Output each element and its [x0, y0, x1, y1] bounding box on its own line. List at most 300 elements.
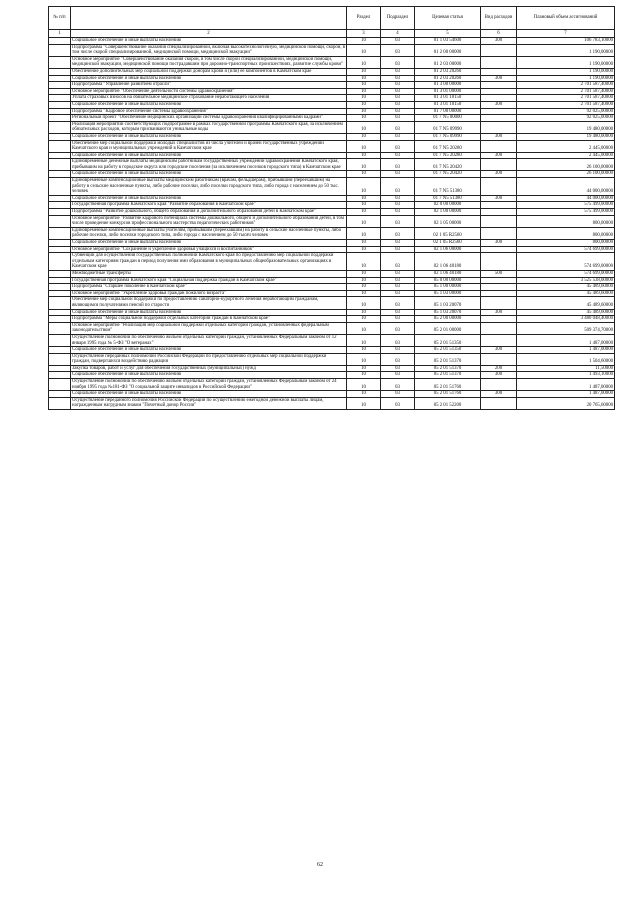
row-num [49, 68, 71, 75]
row-sum: 11,50000 [517, 365, 615, 372]
row-razdel: 10 [347, 159, 381, 171]
row-podrazdel: 03 [381, 246, 415, 253]
row-vr [481, 108, 517, 115]
row-vr [481, 379, 517, 391]
row-name: Закупка товаров, работ и услуг для обеспечения государственных (муниципальных) нужд [71, 365, 347, 372]
row-vr [481, 215, 517, 227]
row-num [49, 240, 71, 247]
row-podrazdel: 03 [381, 316, 415, 323]
row-num [49, 277, 71, 284]
row-razdel: 10 [347, 227, 381, 239]
row-csr: 01 7 00 00000 [415, 108, 481, 115]
row-name: Осуществление полномочий по обеспечению жильем отдельных категорий граждан, установленных Федеральным законом от 24 ноября 1995 года №181-ФЗ "О социальной защите инвалидов в Российской Федерации" [71, 379, 347, 391]
row-sum: 575 499,00000 [517, 202, 615, 209]
row-razdel: 10 [347, 316, 381, 323]
row-name: Социальное обеспечение и иные выплаты населению [71, 133, 347, 140]
row-sum: 1 487,00000 [517, 391, 615, 398]
table-row [49, 397, 615, 409]
row-podrazdel: 03 [381, 322, 415, 334]
table-row [49, 115, 615, 122]
row-csr: 05 2 01 51370 [415, 365, 481, 372]
row-csr: 01 7 N5 09990 [415, 133, 481, 140]
row-razdel: 10 [347, 101, 381, 108]
row-podrazdel: 03 [381, 202, 415, 209]
row-vr [481, 334, 517, 346]
row-name: Социальное обеспечение и иные выплаты населению [71, 171, 347, 178]
row-razdel: 10 [347, 38, 381, 45]
row-podrazdel: 03 [381, 108, 415, 115]
row-razdel: 10 [347, 209, 381, 216]
row-csr: 05 2 01 52200 [415, 397, 481, 409]
row-sum: 800,00000 [517, 227, 615, 239]
table-body [49, 38, 615, 410]
row-razdel: 10 [347, 397, 381, 409]
row-podrazdel: 03 [381, 88, 415, 95]
row-sum: 19 480,00000 [517, 121, 615, 133]
table-row [49, 253, 615, 271]
row-csr: 02 1 05 00000 [415, 215, 481, 227]
row-razdel: 10 [347, 253, 381, 271]
row-podrazdel: 03 [381, 334, 415, 346]
header-vr: Вид расходов [481, 7, 517, 30]
row-vr [481, 253, 517, 271]
row-vr: 300 [481, 38, 517, 45]
row-csr: 01 7 N5 20280 [415, 140, 481, 152]
row-podrazdel: 03 [381, 56, 415, 68]
row-name: Социальное обеспечение и иные выплаты населению [71, 75, 347, 82]
row-num [49, 115, 71, 122]
row-razdel: 10 [347, 334, 381, 346]
row-num [49, 140, 71, 152]
row-num [49, 347, 71, 354]
row-csr: 01 2 03 20260 [415, 68, 481, 75]
row-vr: 300 [481, 195, 517, 202]
column-number: 4 [381, 30, 415, 38]
row-name: Осуществление полномочий по обеспечению жильем отдельных категорий граждан, установленных Федеральным законом от 12 января 1995 года № 5-ФЗ "О ветеранах" [71, 334, 347, 346]
row-csr: 01 3 01 10150 [415, 95, 481, 102]
row-name: Обеспечение мер социальной поддержки молодых специалистов из числа учителей и врачей государственных учреждений Камчатского края и муниципальных учреждений в Камчатском крае [71, 140, 347, 152]
row-csr: 01 7 N5 51380 [415, 178, 481, 196]
row-vr: 300 [481, 240, 517, 247]
table-row [49, 347, 615, 354]
row-sum: 3 480 048,40000 [517, 316, 615, 323]
row-sum: 2 701 587,40000 [517, 88, 615, 95]
table-row [49, 178, 615, 196]
row-vr [481, 322, 517, 334]
table-row [49, 353, 615, 365]
row-sum: 574 699,00000 [517, 246, 615, 253]
row-sum: 20 765,60000 [517, 397, 615, 409]
row-csr: 05 2 01 51370 [415, 353, 481, 365]
header-name [71, 7, 347, 30]
row-csr: 05 1 03 20070 [415, 309, 481, 316]
row-vr [481, 316, 517, 323]
table-row [49, 152, 615, 159]
row-podrazdel: 03 [381, 372, 415, 379]
table-row [49, 215, 615, 227]
row-vr [481, 68, 517, 75]
row-csr: 05 2 00 00000 [415, 316, 481, 323]
row-name: Реализация мероприятий соответствующих подпрограмме в рамках государственной программы Камчатского края, за исключением обязательных расходов, которым присваиваются уникальные коды [71, 121, 347, 133]
row-razdel: 10 [347, 353, 381, 365]
row-razdel: 10 [347, 108, 381, 115]
row-csr: 01 7 N5 09990 [415, 121, 481, 133]
row-podrazdel: 03 [381, 277, 415, 284]
row-vr [481, 277, 517, 284]
row-vr [481, 140, 517, 152]
row-sum: 19 480,00000 [517, 133, 615, 140]
row-name: Подпрограмма "Совершенствование оказания специализированной, включая высокотехнологичную, медицинской помощи, скорой, в том числе скорой специализированной, медицинской помощи, медицинской эвакуации" [72, 44, 346, 56]
row-podrazdel: 03 [381, 38, 415, 45]
table-row [49, 290, 615, 297]
table-row [49, 379, 615, 391]
row-name: Основное мероприятие "Совершенствование оказания скорой, в том числе скорой специализированной, медицинской помощи, медицинской эвакуации, медицинской помощи пострадавшим при дорожно-транспортных происшествиях, развитие службы крови" [71, 56, 347, 68]
table-row [49, 121, 615, 133]
row-razdel: 10 [347, 215, 381, 227]
row-num [49, 95, 71, 102]
row-vr [481, 227, 517, 239]
row-csr: 01 2 03 00000 [415, 56, 481, 68]
row-num [49, 101, 71, 108]
row-podrazdel: 03 [381, 133, 415, 140]
row-name: Основное мероприятие "Укрепление здоровья граждан пожилого возраста" [71, 290, 347, 297]
row-name: Социальное обеспечение и иные выплаты населению [71, 347, 347, 354]
row-razdel: 10 [347, 95, 381, 102]
row-num [49, 88, 71, 95]
row-name: Социальное обеспечение и иные выплаты населению [71, 391, 347, 398]
row-razdel: 10 [347, 178, 381, 196]
row-num [49, 246, 71, 253]
row-sum: 509 374,70000 [517, 322, 615, 334]
row-razdel: 10 [347, 347, 381, 354]
row-name: Государственная программа Камчатского края "Социальная поддержка граждан в Камчатском крае" [71, 277, 347, 284]
row-vr [481, 353, 517, 365]
row-sum: 574 699,00000 [517, 253, 615, 271]
row-vr [481, 88, 517, 95]
header-row [49, 7, 615, 30]
row-vr [481, 290, 517, 297]
row-num [49, 178, 71, 196]
table-row [49, 101, 615, 108]
row-name: Подпрограмма "Старшее поколение в Камчатском крае" [71, 284, 347, 291]
row-sum: 800,00000 [517, 240, 615, 247]
row-sum: 44 000,00000 [517, 178, 615, 196]
row-num [49, 284, 71, 291]
row-sum: 44 000,00000 [517, 195, 615, 202]
row-razdel: 10 [347, 115, 381, 122]
column-number: 6 [481, 30, 517, 38]
row-name: Подпрограмма "Развитие дошкольного, общего образования и дополнительного образования детей в Камчатском крае" [71, 209, 347, 216]
row-sum: 574 699,00000 [517, 270, 615, 277]
row-name: Социальное обеспечение и иные выплаты населению [71, 101, 347, 108]
header-podrazdel: Подраздел [381, 7, 415, 30]
row-name: Осуществление переданного полномочия Российской Федерации по осуществлению ежегодной денежной выплаты лицам, награжденным нагрудным знаком "Почетный донор России" [71, 397, 347, 409]
row-name: Осуществление переданных полномочий Российской Федерации по предоставлению отдельных мер социальной поддержки граждан, подвергшихся воздействию радиации [71, 353, 347, 365]
row-csr: 02 1 06 00000 [415, 246, 481, 253]
row-name: Социальное обеспечение и иные выплаты населению [71, 309, 347, 316]
row-num [49, 215, 71, 227]
row-vr: 300 [481, 347, 517, 354]
row-podrazdel: 03 [381, 227, 415, 239]
table-row [49, 159, 615, 171]
row-vr [481, 82, 517, 89]
row-sum: 1 487,00000 [517, 379, 615, 391]
row-podrazdel: 03 [381, 159, 415, 171]
row-sum: 2 445,00000 [517, 152, 615, 159]
row-csr: 02 1 05 R2560 [415, 227, 481, 239]
row-podrazdel: 03 [381, 353, 415, 365]
row-sum: 45 489,60000 [517, 284, 615, 291]
row-csr: 05 1 00 00000 [415, 284, 481, 291]
column-number: 3 [347, 30, 381, 38]
row-vr [481, 56, 517, 68]
header-razdel: Раздел [347, 7, 381, 30]
row-vr [481, 397, 517, 409]
row-podrazdel: 03 [381, 101, 415, 108]
column-number: 7 [517, 30, 615, 38]
row-name: Обеспечение мер социальной поддержки по предоставлению санаторно-курортного лечения неработающим гражданам, являющимся получателями пенсий по старости [71, 297, 347, 309]
row-sum: 92 025,00000 [517, 108, 615, 115]
row-vr [481, 284, 517, 291]
row-csr: 01 7 N5 20280 [415, 152, 481, 159]
row-num [49, 133, 71, 140]
row-vr: 300 [481, 309, 517, 316]
row-vr: 300 [481, 171, 517, 178]
row-csr: 05 0 00 00000 [415, 277, 481, 284]
row-csr: 05 2 01 51760 [415, 391, 481, 398]
row-razdel: 10 [347, 56, 381, 68]
row-podrazdel: 03 [381, 347, 415, 354]
row-razdel: 10 [347, 365, 381, 372]
row-sum: 2 701 587,40000 [517, 95, 615, 102]
row-podrazdel: 03 [381, 397, 415, 409]
table-row [49, 391, 615, 398]
row-num [49, 121, 71, 133]
row-sum: 575 499,00000 [517, 209, 615, 216]
row-podrazdel: 03 [381, 121, 415, 133]
table-row [49, 297, 615, 309]
row-num [49, 270, 71, 277]
row-csr: 02 1 00 00000 [415, 209, 481, 216]
row-sum: 1 190,00000 [517, 44, 615, 56]
row-csr: 02 1 06 40180 [415, 270, 481, 277]
row-vr: 300 [481, 372, 517, 379]
row-num [49, 365, 71, 372]
row-vr [481, 202, 517, 209]
row-razdel: 10 [347, 284, 381, 291]
table-row [49, 277, 615, 284]
page-number: 62 [317, 862, 323, 868]
row-podrazdel: 03 [381, 209, 415, 216]
row-sum: 1 493,10000 [517, 372, 615, 379]
row-csr: 02 0 00 00000 [415, 202, 481, 209]
row-razdel: 10 [347, 68, 381, 75]
row-sum: 26 100,00000 [517, 171, 615, 178]
row-sum: 2 445,00000 [517, 140, 615, 152]
row-vr [481, 246, 517, 253]
row-csr: 05 1 03 00000 [415, 290, 481, 297]
row-name: Подпрограмма "Меры социальной поддержки отдельных категорий граждан в Камчатском крае" [71, 316, 347, 323]
row-csr: 01 3 01 10150 [415, 101, 481, 108]
row-razdel: 10 [347, 322, 381, 334]
row-sum: 1 190,00000 [517, 68, 615, 75]
row-num [49, 75, 71, 82]
row-num [49, 397, 71, 409]
row-sum: 106 783,10000 [517, 38, 615, 45]
row-vr [481, 115, 517, 122]
table-row [49, 133, 615, 140]
row-name: Межбюджетные трансферты [71, 270, 347, 277]
row-sum: 92 025,00000 [517, 115, 615, 122]
row-podrazdel: 03 [381, 195, 415, 202]
row-podrazdel: 03 [381, 178, 415, 196]
row-podrazdel: 03 [381, 290, 415, 297]
row-vr [481, 209, 517, 216]
row-razdel: 10 [347, 290, 381, 297]
row-vr: 200 [481, 365, 517, 372]
row-podrazdel: 03 [381, 152, 415, 159]
table-row [49, 309, 615, 316]
row-razdel: 10 [347, 379, 381, 391]
row-num [49, 227, 71, 239]
row-num [49, 253, 71, 271]
row-name: Уплата страховых взносов на обязательное медицинское страхование неработающего населения [71, 95, 347, 102]
row-sum: 3 525 538,00000 [517, 277, 615, 284]
row-podrazdel: 03 [381, 95, 415, 102]
row-vr: 300 [481, 152, 517, 159]
row-sum: 45 489,60000 [517, 297, 615, 309]
row-podrazdel: 03 [381, 253, 415, 271]
row-num [49, 159, 71, 171]
row-razdel: 10 [347, 171, 381, 178]
table-row [49, 240, 615, 247]
row-razdel: 10 [347, 246, 381, 253]
row-podrazdel: 03 [381, 365, 415, 372]
row-csr: 02 1 06 40180 [415, 253, 481, 271]
row-vr: 300 [481, 391, 517, 398]
table-row [49, 82, 615, 89]
document-page [48, 6, 614, 410]
row-razdel: 10 [347, 240, 381, 247]
row-vr: 500 [481, 270, 517, 277]
row-num [49, 38, 71, 45]
table-row [49, 95, 615, 102]
row-razdel: 10 [347, 88, 381, 95]
table-row [49, 195, 615, 202]
row-csr: 01 3 00 00000 [415, 82, 481, 89]
row-razdel: 10 [347, 75, 381, 82]
row-num [49, 372, 71, 379]
row-razdel: 10 [347, 277, 381, 284]
column-number: 2 [71, 30, 347, 38]
row-name: Основное мероприятие "Развитие кадрового потенциала системы дошкольного, общего и дополнительного образования детей, в том числе проведение конкурсов профессионального мастерства педагогических работников" [71, 215, 347, 227]
row-podrazdel: 03 [381, 215, 415, 227]
row-razdel: 10 [347, 195, 381, 202]
row-csr: 01 7 N5 51380 [415, 195, 481, 202]
row-name: Основное мероприятие "Обеспечение деятельности системы здравоохранения" [71, 88, 347, 95]
row-name: Региональный проект "Обеспечение медицинских организаций системы здравоохранения квалифицированными кадрами" [71, 115, 347, 122]
row-vr [481, 95, 517, 102]
table-row [49, 88, 615, 95]
row-podrazdel: 03 [381, 284, 415, 291]
row-num [49, 290, 71, 297]
row-num [49, 44, 71, 56]
row-num [49, 379, 71, 391]
row-name: Социальное обеспечение и иные выплаты населению [71, 195, 347, 202]
row-podrazdel: 03 [381, 297, 415, 309]
row-csr: 05 2 01 51760 [415, 379, 481, 391]
column-number: 1 [49, 30, 71, 38]
row-csr: 01 2 03 20260 [415, 75, 481, 82]
row-name: Субвенции для осуществления государственных полномочий Камчатского края по предоставлению мер социальной поддержки отдельным категориям граждан в период получения ими образования в муниципальных общеобразовательных организациях в Камчатском крае [71, 253, 347, 271]
table-row [49, 108, 615, 115]
row-podrazdel: 03 [381, 68, 415, 75]
row-vr: 300 [481, 133, 517, 140]
row-razdel: 10 [347, 309, 381, 316]
row-num [49, 391, 71, 398]
row-name: Социальное обеспечение и иные выплаты населению [71, 372, 347, 379]
row-csr: 05 2 01 00000 [415, 322, 481, 334]
row-sum: 2 701 587,40000 [517, 101, 615, 108]
row-num [49, 195, 71, 202]
row-num [49, 82, 71, 89]
row-podrazdel: 03 [381, 309, 415, 316]
row-vr: 300 [481, 75, 517, 82]
row-razdel: 10 [347, 133, 381, 140]
row-csr: 01 7 N5 20420 [415, 159, 481, 171]
table-row [49, 202, 615, 209]
row-num [49, 202, 71, 209]
row-razdel: 10 [347, 82, 381, 89]
table-row [49, 227, 615, 239]
table-row [49, 44, 615, 56]
row-razdel: 10 [347, 391, 381, 398]
row-num [49, 334, 71, 346]
row-name: Основное мероприятие "Сохранение и укрепление здоровья учащихся и воспитанников" [71, 246, 347, 253]
row-name: Социальное обеспечение и иные выплаты населению [71, 38, 347, 45]
row-num [49, 316, 71, 323]
row-csr: 05 1 03 20070 [415, 297, 481, 309]
row-podrazdel: 03 [381, 82, 415, 89]
table-row [49, 68, 615, 75]
row-num [49, 209, 71, 216]
column-numbers-row [49, 30, 615, 38]
table-row [49, 246, 615, 253]
table-row [49, 365, 615, 372]
row-vr [481, 121, 517, 133]
table-row [49, 334, 615, 346]
row-sum: 1 190,00000 [517, 56, 615, 68]
row-sum: 45 489,60000 [517, 309, 615, 316]
row-sum: 1 487,00000 [517, 347, 615, 354]
row-csr: 01 1 03 54600 [415, 38, 481, 45]
row-num [49, 353, 71, 365]
row-sum: 1 504,60000 [517, 353, 615, 365]
header-sum: Плановый объем ассигнований [517, 7, 615, 30]
table-row [49, 270, 615, 277]
row-name: Основное мероприятие "Реализация мер социальной поддержки отдельных категорий граждан, установленных федеральным законодательством" [71, 322, 347, 334]
table-row [49, 75, 615, 82]
row-name: Единовременные компенсационные выплаты медицинским работникам (врачам, фельдшерам), прибывшим (переехавшим) на работу в сельские населенные пункты, либо рабочие поселки, либо поселки городского типа, либо города с населением до 50 тыс. человек [71, 178, 347, 196]
row-sum: 1 190,00000 [517, 75, 615, 82]
row-vr [481, 44, 517, 56]
row-name: Социальное обеспечение и иные выплаты населению [71, 152, 347, 159]
row-num [49, 297, 71, 309]
row-razdel: 10 [347, 140, 381, 152]
row-podrazdel: 03 [381, 140, 415, 152]
table-row [49, 372, 615, 379]
row-csr: 05 2 01 51370 [415, 372, 481, 379]
